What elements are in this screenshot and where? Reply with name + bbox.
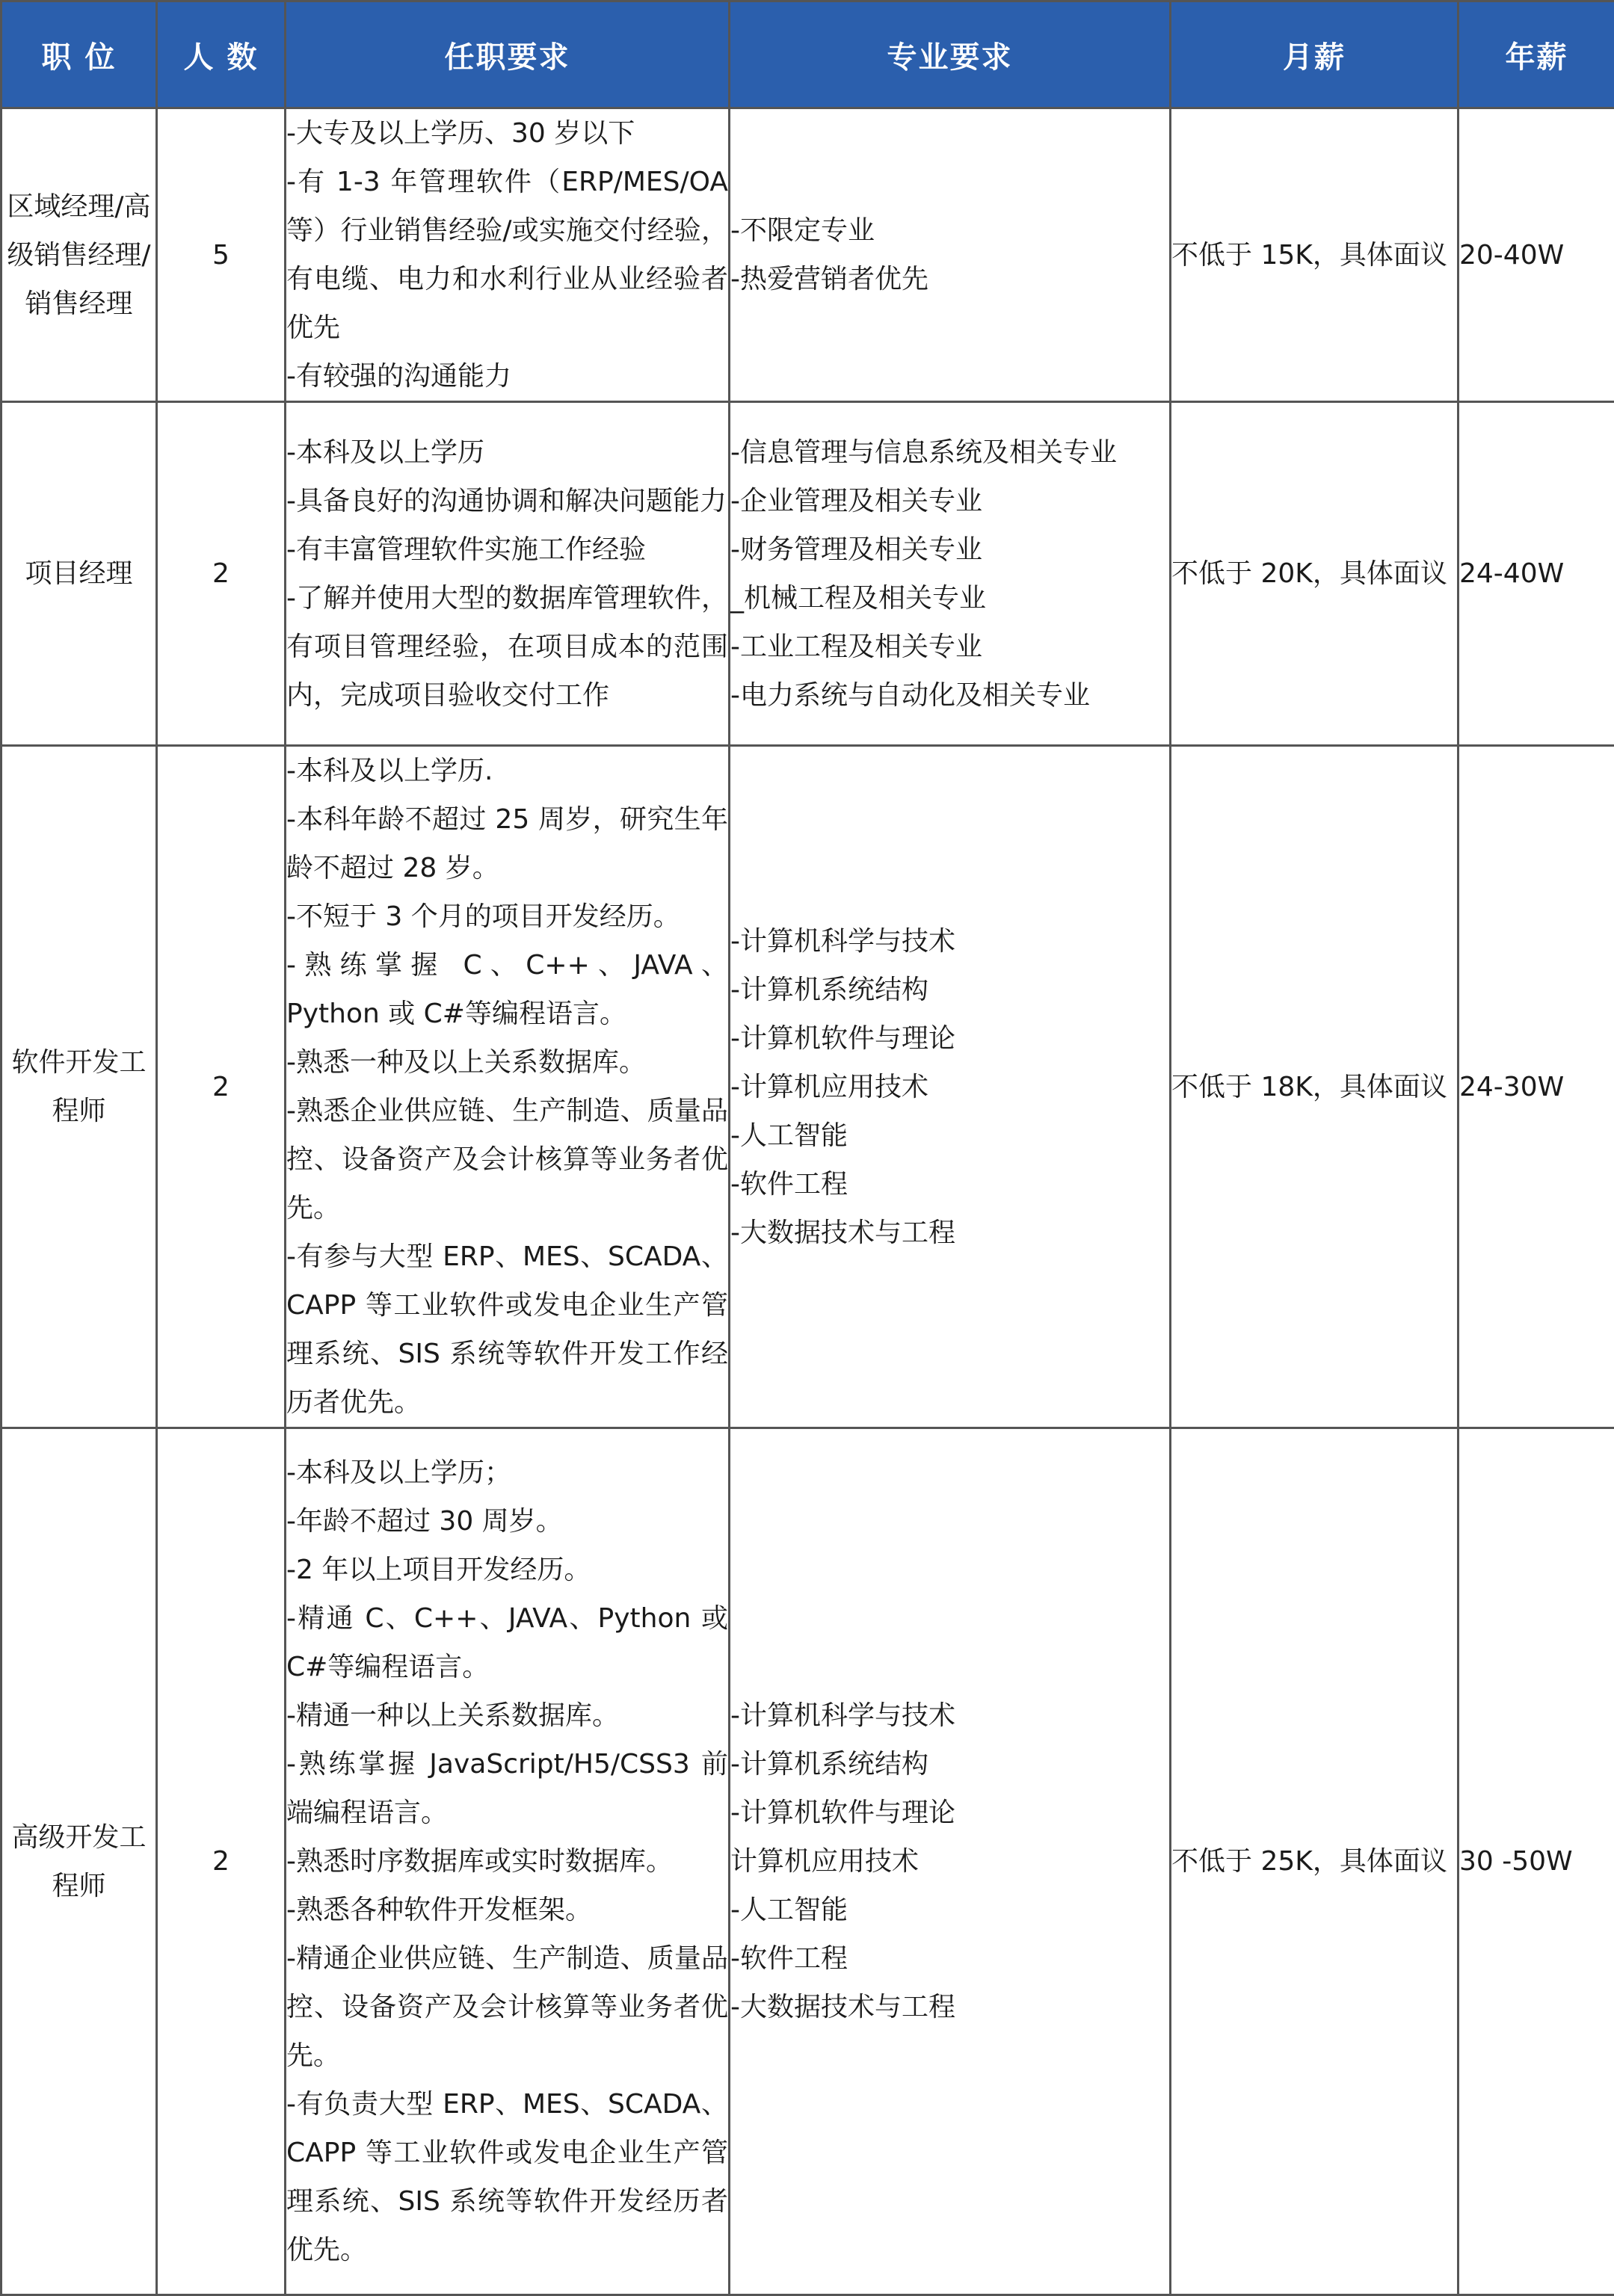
requirement-item: -不短于 3 个月的项目开发经历。 — [286, 892, 728, 941]
requirements-cell — [286, 746, 730, 1428]
major-cell — [730, 108, 1171, 402]
major-item: -不限定专业 — [730, 206, 1169, 255]
count-cell: 2 — [157, 402, 286, 746]
requirement-item: -熟悉时序数据库或实时数据库。 — [286, 1837, 728, 1886]
major-item: -热爱营销者优先 — [730, 255, 1169, 303]
major-cell — [730, 746, 1171, 1428]
count-cell: 2 — [157, 1428, 286, 2295]
requirement-item: -有丰富管理软件实施工作经验 — [286, 525, 728, 574]
annual-salary-cell: 30 -50W — [1459, 1428, 1614, 2295]
requirement-item: -本科年龄不超过 25 周岁，研究生年龄不超过 28 岁。 — [286, 795, 728, 892]
major-item: -工业工程及相关专业 — [730, 623, 1169, 671]
header-monthly-salary: 月薪 — [1171, 1, 1459, 108]
table-row — [1, 108, 1614, 402]
requirements-cell — [286, 1428, 730, 2295]
requirement-item: -具备良好的沟通协调和解决问题能力 — [286, 477, 728, 525]
major-item: -计算机科学与技术 — [730, 1691, 1169, 1740]
major-item: _机械工程及相关专业 — [730, 574, 1169, 623]
requirement-item: -精通企业供应链、生产制造、质量品控、设备资产及会计核算等业务者优先。 — [286, 1934, 728, 2080]
requirement-item: -2 年以上项目开发经历。 — [286, 1546, 728, 1594]
major-item: -人工智能 — [730, 1886, 1169, 1934]
header-count: 人 数 — [157, 1, 286, 108]
table-row — [1, 1428, 1614, 2295]
requirement-item: -熟悉各种软件开发框架。 — [286, 1886, 728, 1934]
requirement-item: -大专及以上学历、30 岁以下 — [286, 109, 728, 158]
requirement-item: -熟练掌握 C、C++、JAVA、Python 或 C#等编程语言。 — [286, 941, 728, 1038]
major-cell — [730, 402, 1171, 746]
requirement-item: -熟悉一种及以上关系数据库。 — [286, 1038, 728, 1087]
major-item: -计算机软件与理论 — [730, 1014, 1169, 1063]
monthly-salary-cell: 不低于 18K，具体面议 — [1171, 746, 1459, 1428]
position-cell: 区域经理/高级销售经理/销售经理 — [1, 108, 157, 402]
monthly-salary-cell: 不低于 20K，具体面议 — [1171, 402, 1459, 746]
position-cell: 高级开发工程师 — [1, 1428, 157, 2295]
requirement-item: -熟悉企业供应链、生产制造、质量品控、设备资产及会计核算等业务者优先。 — [286, 1087, 728, 1232]
annual-salary-cell: 24-40W — [1459, 402, 1614, 746]
count-cell: 5 — [157, 108, 286, 402]
major-item: 计算机应用技术 — [730, 1837, 1169, 1886]
requirements-cell — [286, 402, 730, 746]
major-item: -计算机科学与技术 — [730, 917, 1169, 966]
requirement-item: -精通 C、C++、JAVA、Python 或 C#等编程语言。 — [286, 1594, 728, 1691]
monthly-salary-cell: 不低于 15K，具体面议 — [1171, 108, 1459, 402]
table-row — [1, 402, 1614, 746]
header-requirements: 任职要求 — [286, 1, 730, 108]
table-row — [1, 746, 1614, 1428]
requirement-item: -本科及以上学历 — [286, 428, 728, 477]
major-item: -财务管理及相关专业 — [730, 525, 1169, 574]
requirement-item: -熟练掌握 JavaScript/H5/CSS3 前端编程语言。 — [286, 1740, 728, 1837]
requirement-item: -有负责大型 ERP、MES、SCADA、CAPP 等工业软件或发电企业生产管理系统、SIS 系统等软件开发经历者优先。 — [286, 2080, 728, 2274]
major-cell — [730, 1428, 1171, 2295]
requirements-cell — [286, 108, 730, 402]
major-item: -电力系统与自动化及相关专业 — [730, 671, 1169, 720]
requirement-item: -本科及以上学历； — [286, 1448, 728, 1497]
requirement-item: -了解并使用大型的数据库管理软件，有项目管理经验，在项目成本的范围内，完成项目验收交付工作 — [286, 574, 728, 720]
major-item: -计算机软件与理论 — [730, 1789, 1169, 1837]
header-row — [1, 1, 1614, 108]
requirement-item: -有 1-3 年管理软件（ERP/MES/OA 等）行业销售经验/或实施交付经验，有电缆、电力和水利行业从业经验者优先 — [286, 158, 728, 352]
major-item: -大数据技术与工程 — [730, 1209, 1169, 1257]
annual-salary-cell: 20-40W — [1459, 108, 1614, 402]
requirement-item: -年龄不超过 30 周岁。 — [286, 1497, 728, 1546]
major-item: -企业管理及相关专业 — [730, 477, 1169, 525]
header-position: 职 位 — [1, 1, 157, 108]
requirement-item: -有较强的沟通能力 — [286, 352, 728, 401]
header-annual-salary: 年薪 — [1459, 1, 1614, 108]
major-item: -大数据技术与工程 — [730, 1983, 1169, 2031]
annual-salary-cell: 24-30W — [1459, 746, 1614, 1428]
major-item: -计算机系统结构 — [730, 966, 1169, 1014]
monthly-salary-cell: 不低于 25K，具体面议 — [1171, 1428, 1459, 2295]
major-item: -软件工程 — [730, 1160, 1169, 1209]
major-item: -软件工程 — [730, 1934, 1169, 1983]
major-item: -计算机系统结构 — [730, 1740, 1169, 1789]
header-major: 专业要求 — [730, 1, 1171, 108]
requirement-item: -本科及以上学历. — [286, 747, 728, 795]
major-item: -信息管理与信息系统及相关专业 — [730, 428, 1169, 477]
major-item: -计算机应用技术 — [730, 1063, 1169, 1111]
requirement-item: -精通一种以上关系数据库。 — [286, 1691, 728, 1740]
requirement-item: -有参与大型 ERP、MES、SCADA、CAPP 等工业软件或发电企业生产管理系统、SIS 系统等软件开发工作经历者优先。 — [286, 1232, 728, 1427]
position-cell: 项目经理 — [1, 402, 157, 746]
count-cell: 2 — [157, 746, 286, 1428]
position-cell: 软件开发工程师 — [1, 746, 157, 1428]
major-item: -人工智能 — [730, 1111, 1169, 1160]
